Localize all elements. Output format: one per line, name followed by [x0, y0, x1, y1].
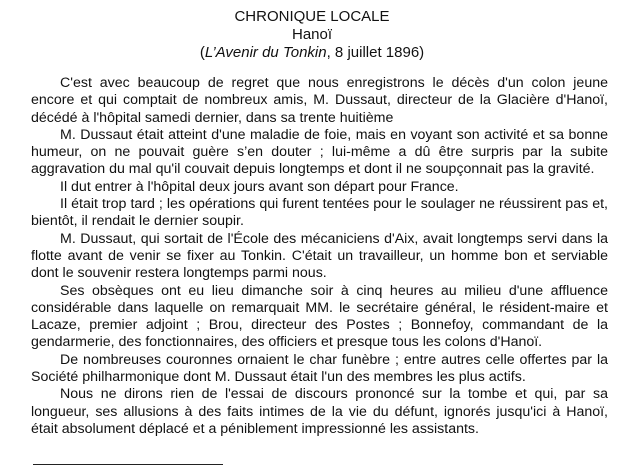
paragraph-7: De nombreuses couronnes ornaient le char funèbre ; entre autres celle offertes par la Société philharmonique dont M. Dussaut était l'un des membres les plus actifs.: [31, 351, 608, 386]
paragraph-8: Nous ne dirons rien de l'essai de discours prononcé sur la tombe et qui, par sa longueur, ses allusions à des faits intimes de la vie du défunt, ignorés jusqu'ici à Hanoï, était absolument déplacé et a péniblement impressionné les assistants.: [31, 386, 608, 437]
paragraph-1: C'est avec beaucoup de regret que nous enregistrons le décès d'un colon jeune encore et qui comptait de nombreux amis, M. Dussaut, directeur de la Glacière d'Hanoï, décédé à l'hôpital samedi dernier, dans sa trente huitième: [31, 75, 608, 126]
source-date: , 8 juillet 1896): [326, 44, 425, 61]
paragraph-3: Il dut entrer à l'hôpital deux jours avant son départ pour France.: [60, 178, 459, 195]
paragraph-2: M. Dussaut était atteint d'une maladie de foie, mais en voyant son activité et sa bonne humeur, on ne pouvait guère s’en douter ; lui-même a dû être surpris par la subite aggravation du mal qu'il couvait depuis longtemps et dont il ne soupçonnait pas la gravité.: [31, 126, 608, 178]
paragraph-5: M. Dussaut, qui sortait de l'École des mécaniciens d'Aix, avait longtemps servi dans la flotte avant de venir se fixer au Tonkin. C'était un travailleur, un homme bon et serviable dont le souvenir restera longtemps parmi nous.: [31, 230, 608, 282]
paragraph-6: Ses obsèques ont eu lieu dimanche soir à cinq heures au milieu d'une affluence considérable dans laquelle on remarquait MM. le secrétaire général, le résident-maire et Lacaze, premier adjoint ; Brou, directeur des Postes ; Bonnefoy, commandant de la gendarmerie, des fonctionnaires, des officiers et presque tous les colons d'Hanoï.: [31, 282, 608, 351]
article-body: [31, 75, 608, 438]
source-citation: [0, 44, 624, 62]
source-newspaper-title: L’Avenir du Tonkin: [204, 44, 327, 61]
dateline-place: Hanoï: [291, 26, 333, 43]
source-open-paren: (: [199, 44, 205, 61]
paragraph-4: Il était trop tard ; les opérations qui furent tentées pour le soulager ne réussirent pas et, bientôt, il rendait le dernier soupir.: [31, 196, 608, 230]
article-header: [0, 8, 624, 62]
footnote-separator-line: [33, 464, 223, 465]
section-title: CHRONIQUE LOCALE: [234, 8, 390, 25]
